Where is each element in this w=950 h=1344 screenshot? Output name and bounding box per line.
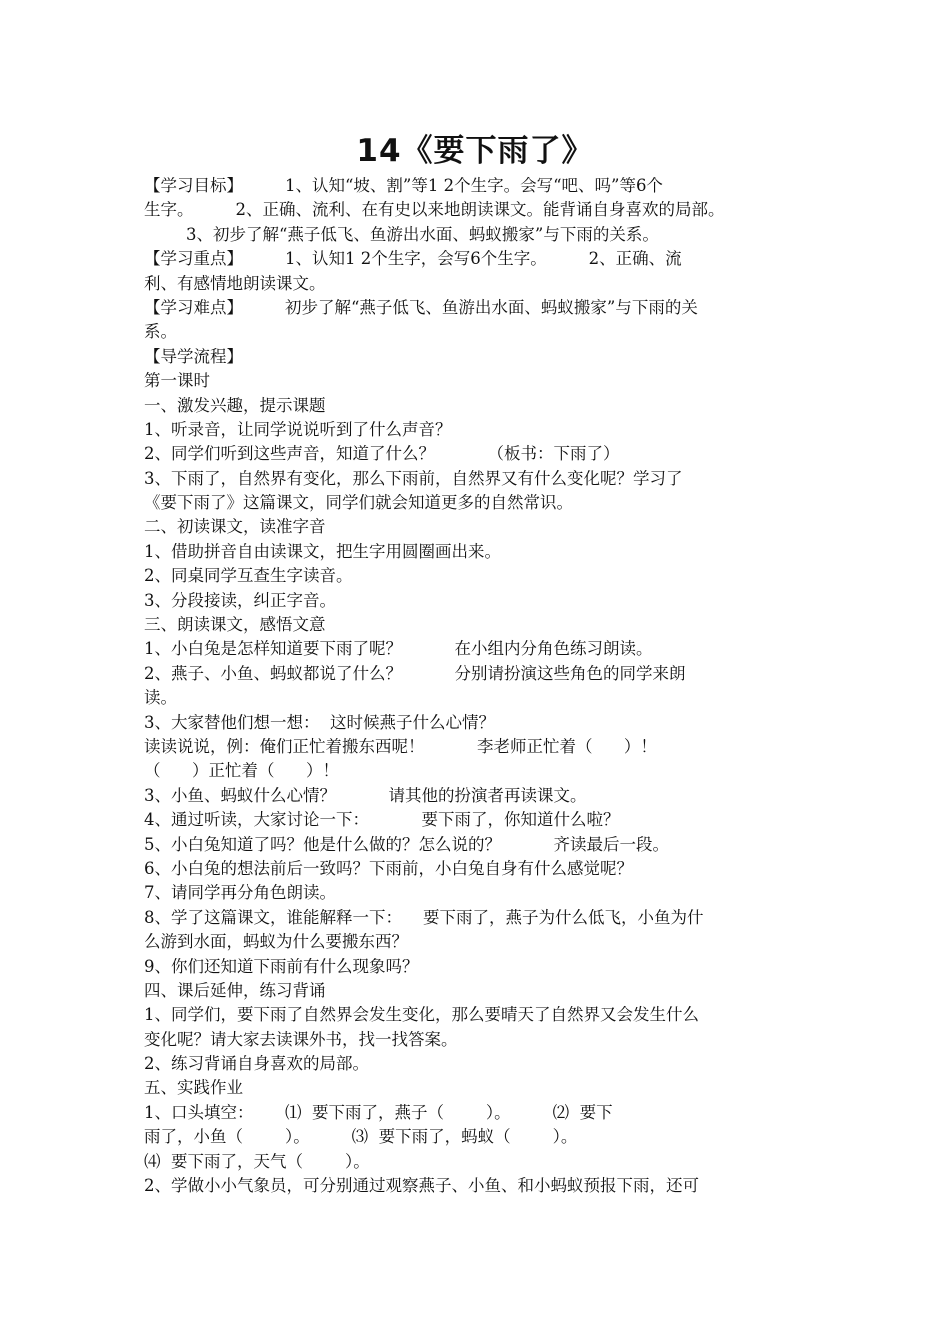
text-line: 9、你们还知道下雨前有什么现象吗？ [144, 956, 419, 976]
text-line: 3、大家替他们想一想： 这时候燕子什么心情？ [144, 712, 495, 732]
text-line: 利、有感情地朗读课文。 [144, 273, 326, 293]
text-line: 5、小白兔知道了吗？他是什么做的？怎么说的？ 齐读最后一段。 [144, 834, 669, 854]
text-line: 1、口头填空： ⑴ 要下雨了，燕子（ ）。 ⑵ 要下 [144, 1102, 613, 1122]
document-title: 14《要下雨了》 [356, 133, 594, 169]
text-line: 2、学做小小气象员，可分别通过观察燕子、小鱼、和小蚂蚁预报下雨，还可 [144, 1176, 699, 1196]
text-line: 读。 [144, 688, 177, 708]
text-line: 五、实践作业 [144, 1078, 243, 1098]
text-line: 2、同桌同学互查生字读音。 [144, 566, 353, 586]
text-line: 【导学流程】 [144, 346, 243, 366]
text-line: 变化呢？请大家去读课外书，找一找答案。 [144, 1029, 458, 1049]
text-line: 3、分段接读，纠正字音。 [144, 590, 336, 610]
text-line: 【学习难点】 初步了解“燕子低飞、鱼游出水面、蚂蚁搬家”与下雨的关 [144, 297, 698, 317]
text-line: 1、同学们，要下雨了自然界会发生变化，那么要晴天了自然界又会发生什么 [144, 1005, 699, 1025]
text-line: 6、小白兔的想法前后一致吗？下雨前，小白兔自身有什么感觉呢？ [144, 858, 633, 878]
text-line: 1、借助拼音自由读课文，把生字用圆圈画出来。 [144, 541, 501, 561]
text-line: 8、学了这篇课文，谁能解释一下： 要下雨了，燕子为什么低飞，小鱼为什 [144, 907, 704, 927]
text-line: 2、同学们听到这些声音，知道了什么？ （板书：下雨了） [144, 444, 620, 464]
text-line: 【学习目标】 1、认知“坡、割”等1 2个生字。会写“吧、吗”等6个 [144, 176, 663, 195]
text-line: 系。 [144, 322, 177, 342]
text-line: 1、听录音，让同学说说听到了什么声音？ [144, 419, 452, 439]
text-line: 第一课时 [144, 371, 210, 391]
text-line: ⑷ 要下雨了，天气（ ）。 [144, 1151, 370, 1171]
text-line: 《要下雨了》这篇课文，同学们就会知道更多的自然常识。 [144, 493, 573, 513]
text-line: 3、小鱼、蚂蚁什么心情？ 请其他的扮演者再读课文。 [144, 785, 587, 805]
lesson-plan-body [144, 174, 808, 1198]
text-line: 雨了，小鱼（ ）。 ⑶ 要下雨了，蚂蚁（ ）。 [144, 1127, 578, 1147]
text-line: 2、燕子、小鱼、蚂蚁都说了什么？ 分别请扮演这些角色的同学来朗 [144, 663, 686, 683]
text-line: 2、练习背诵自身喜欢的局部。 [144, 1054, 369, 1074]
text-line: 三、朗读课文，感悟文意 [144, 615, 326, 635]
text-line: 【学习重点】 1、认知1 2个生字，会写6个生字。 2、正确、流 [144, 249, 682, 269]
text-line: 一、激发兴趣，提示课题 [144, 395, 326, 415]
text-line: 四、课后延伸，练习背诵 [144, 980, 326, 1000]
text-line: 二、初读课文，读准字音 [144, 517, 326, 537]
text-line: 读读说说，例：俺们正忙着搬东西呢！ 李老师正忙着（ ）！ [144, 736, 657, 756]
text-line: 生字。 2、正确、流利、在有史以来地朗读课文。能背诵自身喜欢的局部。 [144, 200, 725, 220]
text-line: 1、小白兔是怎样知道要下雨了呢？ 在小组内分角色练习朗读。 [144, 639, 653, 659]
text-line: 么游到水面，蚂蚁为什么要搬东西？ [144, 932, 408, 952]
text-line: 7、请同学再分角色朗读。 [144, 883, 336, 903]
text-line: （ ）正忙着（ ）！ [144, 761, 339, 781]
text-line: 3、初步了解“燕子低飞、鱼游出水面、蚂蚁搬家”与下雨的关系。 [144, 224, 659, 244]
text-line: 3、下雨了，自然界有变化，那么下雨前，自然界又有什么变化呢？学习了 [144, 468, 683, 488]
text-line: 4、通过听读，大家讨论一下： 要下雨了，你知道什么啦？ [144, 810, 620, 830]
